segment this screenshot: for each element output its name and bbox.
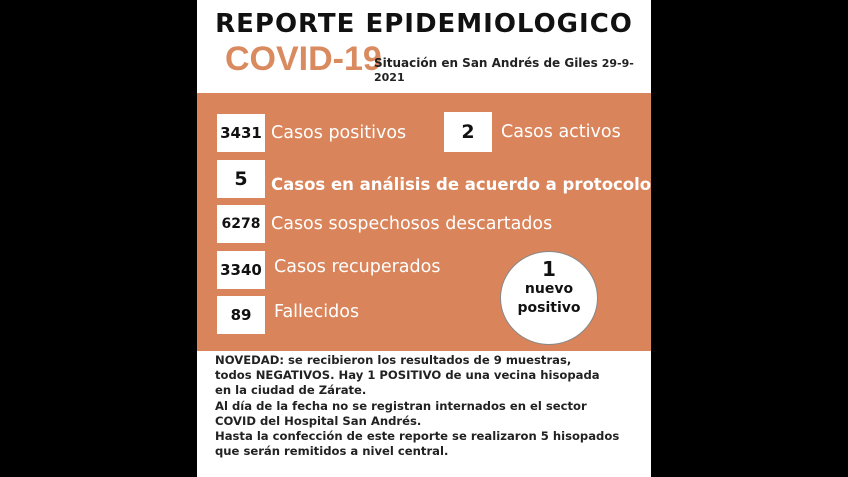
new-positive-line2: positivo xyxy=(517,300,581,316)
recovered-cases-label: Casos recuperados xyxy=(274,257,441,277)
active-cases-count: 2 xyxy=(444,112,492,152)
situation-text: Situación en San Andrés de Giles xyxy=(374,56,598,70)
report-title: REPORTE EPIDEMIOLOGICO xyxy=(215,9,633,39)
analysis-cases-count: 5 xyxy=(217,160,265,198)
novedad-note xyxy=(215,353,645,459)
novedad-line: COVID del Hospital San Andrés. xyxy=(215,413,422,428)
active-cases-label: Casos activos xyxy=(501,122,621,142)
report-date: 29-9-2021 xyxy=(374,57,634,84)
positive-cases-label: Casos positivos xyxy=(271,123,407,143)
report-card xyxy=(197,0,651,477)
stats-panel xyxy=(197,93,651,351)
covid-label: COVID-19 xyxy=(225,40,382,78)
positive-cases-count: 3431 xyxy=(217,114,265,152)
deaths-label: Fallecidos xyxy=(274,302,360,322)
new-positive-count: 1 xyxy=(542,257,556,281)
discarded-cases-label: Casos sospechosos descartados xyxy=(271,214,553,234)
recovered-cases-count: 3340 xyxy=(217,251,265,289)
analysis-cases-label: Casos en análisis de acuerdo a protocolo xyxy=(271,175,652,194)
novedad-line: Al día de la fecha no se registran internados en el sector xyxy=(215,398,587,413)
situation-line xyxy=(374,56,651,84)
new-positive-line1: nuevo xyxy=(524,281,574,297)
novedad-line: que serán remitidos a nivel central. xyxy=(215,444,449,459)
new-positive-badge xyxy=(500,251,598,345)
novedad-line: todos NEGATIVOS. Hay 1 POSITIVO de una vecina hisopada xyxy=(215,368,600,383)
novedad-line: Hasta la confección de este reporte se realizaron 5 hisopados xyxy=(215,429,620,444)
discarded-cases-count: 6278 xyxy=(217,205,265,243)
novedad-line: en la ciudad de Zárate. xyxy=(215,383,367,398)
deaths-count: 89 xyxy=(217,296,265,334)
novedad-line: NOVEDAD: se recibieron los resultados de 9 muestras, xyxy=(215,353,572,367)
